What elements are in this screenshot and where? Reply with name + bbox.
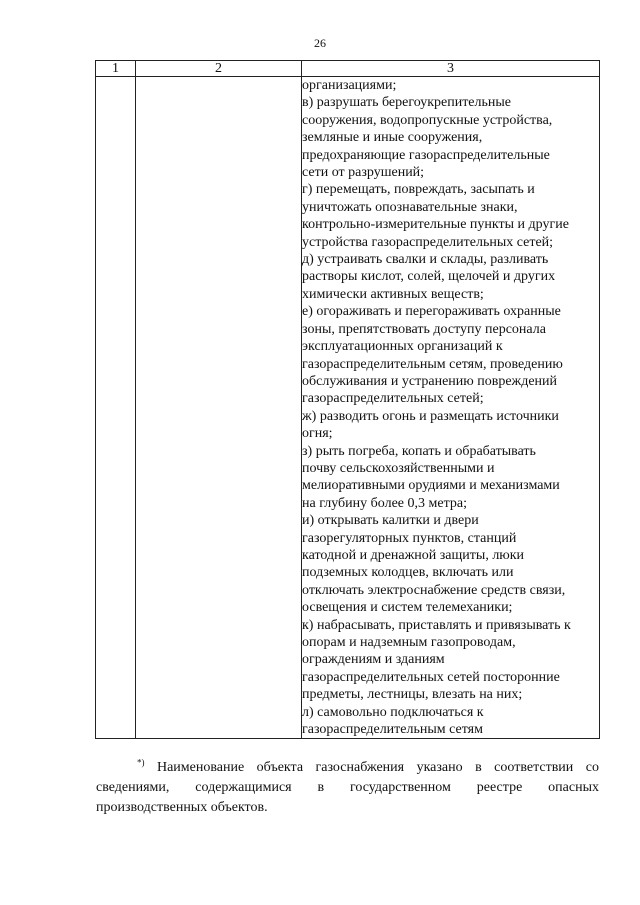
cell-text-line: эксплуатационных организаций к [302, 339, 503, 355]
column-3-cell [302, 77, 600, 739]
cell-text-line: организациями; [302, 78, 397, 93]
cell-text-line: л) самовольно подключаться к [302, 704, 484, 720]
cell-text-line: сооружения, водопропускные устройства, [302, 112, 553, 128]
column-1-cell [96, 77, 136, 739]
column-header-2: 2 [136, 61, 302, 77]
cell-text-line: газораспределительным сетям, проведению [302, 356, 563, 372]
table-header-row [96, 61, 600, 77]
cell-text-line: сети от разрушений; [302, 165, 425, 181]
column-2-cell [136, 77, 302, 739]
cell-text-line: подземных колодцев, включать или [302, 565, 514, 581]
cell-text-line: к) набрасывать, приставлять и привязывать к [302, 617, 571, 633]
column-header-1: 1 [96, 61, 136, 77]
footnote-line: сведениями, содержащимися в государственном реестре опасных [96, 780, 599, 795]
cell-text-line: в) разрушать берегоукрепительные [302, 95, 512, 111]
cell-text-line: газораспределительных сетей; [302, 391, 484, 407]
cell-text-line: предметы, лестницы, влезать на них; [302, 687, 523, 703]
cell-text-line: растворы кислот, солей, щелочей и других [302, 269, 556, 285]
cell-text-line: г) перемещать, повреждать, засыпать и [302, 182, 535, 198]
cell-text-line: освещения и систем телемеханики; [302, 600, 513, 616]
cell-text-line: ограждениям и зданиям [302, 652, 445, 668]
cell-text-line: е) огораживать и перегораживать охранные [302, 304, 561, 320]
cell-text-line: зоны, препятствовать доступу персонала [302, 321, 546, 337]
cell-text-line: и) открывать калитки и двери [302, 513, 479, 529]
cell-text-line: опорам и надземным газопроводам, [302, 635, 516, 650]
cell-text-line: газорегуляторных пунктов, станций [302, 530, 517, 546]
footnote-marker: *) [137, 757, 145, 768]
cell-text-line: химически активных веществ; [302, 286, 484, 302]
cell-text-line: на глубину более 0,3 метра; [302, 495, 467, 511]
cell-text-line: отключать электроснабжение средств связи, [302, 582, 566, 598]
footnote-line: производственных объектов. [96, 800, 268, 815]
footnote [96, 758, 599, 818]
cell-text-line: контрольно-измерительные пункты и другие [302, 217, 569, 233]
cell-text-line: предохраняющие газораспределительные [302, 147, 550, 163]
cell-text-line: земляные и иные сооружения, [302, 130, 483, 146]
cell-text-line: газораспределительных сетей посторонние [302, 669, 560, 685]
cell-text-line: мелиоративными орудиями и механизмами [302, 478, 560, 494]
cell-text-line: з) рыть погреба, копать и обрабатывать [302, 443, 536, 459]
cell-text-line: обслуживания и устранению повреждений [302, 373, 558, 389]
cell-text-line: катодной и дренажной защиты, люки [302, 547, 525, 563]
cell-text-line: газораспределительным сетям [302, 722, 483, 738]
requirements-table [95, 60, 600, 739]
cell-text-line: огня; [302, 426, 333, 442]
footnote-line [96, 758, 599, 778]
cell-text-line: уничтожать опознавательные знаки, [302, 199, 518, 215]
cell-text-line: устройства газораспределительных сетей; [302, 234, 554, 250]
cell-text-line: почву сельскохозяйственными и [302, 460, 495, 476]
cell-text-line: д) устраивать свалки и склады, разливать [302, 252, 549, 268]
cell-text-line: ж) разводить огонь и размещать источники [302, 408, 559, 424]
page-number: 26 [314, 36, 326, 50]
column-header-3: 3 [302, 61, 600, 77]
footnote-text: Наименование объекта газоснабжения указано в соответствии со [156, 760, 599, 775]
table-row [96, 77, 600, 739]
